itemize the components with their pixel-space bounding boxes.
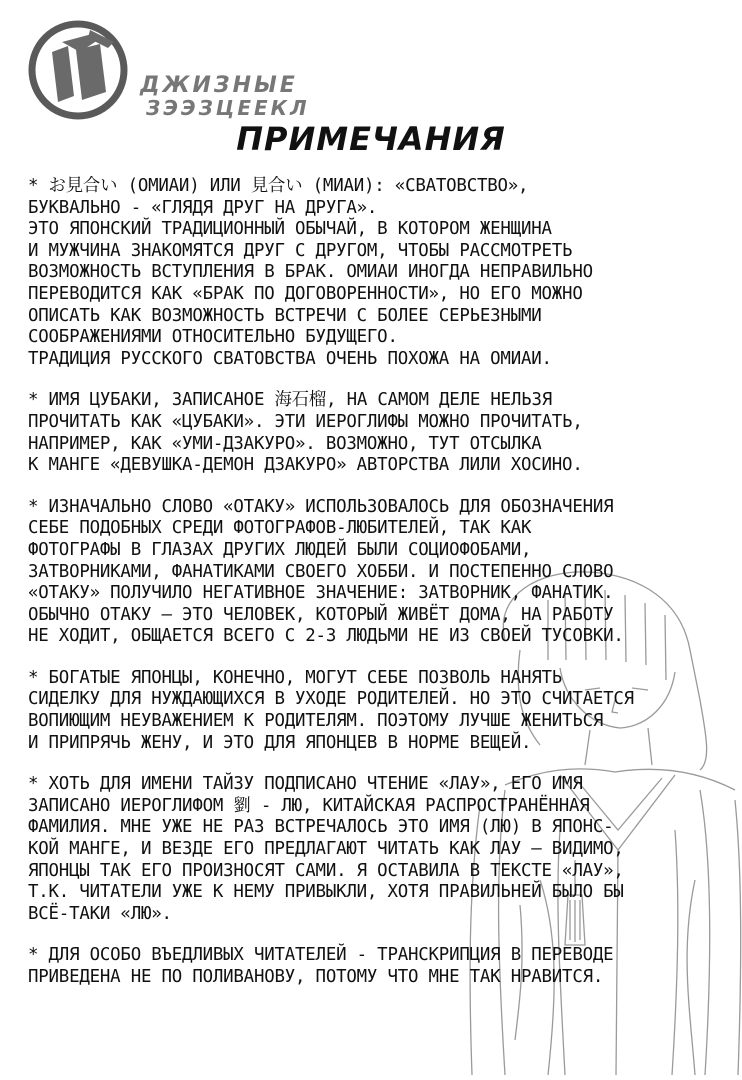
note-line: ЯПОНЦЫ ТАК ЕГО ПРОИЗНОСЯТ САМИ. Я ОСТАВИЛА В ТЕКСТЕ «ЛАУ», <box>28 860 624 881</box>
note-line: ЭТО ЯПОНСКИЙ ТРАДИЦИОННЫЙ ОБЫЧАЙ, В КОТОРОМ ЖЕНЩИНА <box>28 219 552 240</box>
note-line: * ИЗНАЧАЛЬНО СЛОВО «ОТАКУ» ИСПОЛЬЗОВАЛОСЬ ДЛЯ ОБОЗНАЧЕНИЯ <box>28 496 614 517</box>
note-lau <box>28 774 736 925</box>
note-transcription <box>28 945 736 988</box>
notes-section <box>28 176 736 1009</box>
note-line: ВОПИЮЩИМ НЕУВАЖЕНИЕМ К РОДИТЕЛЯМ. ПОЭТОМУ ЛУЧШЕ ЖЕНИТЬСЯ <box>28 711 604 732</box>
logo-text-top: ДЖИЗНЫЕ <box>140 73 298 98</box>
note-line: СЕБЕ ПОДОБНЫХ СРЕДИ ФОТОГРАФОВ-ЛЮБИТЕЛЕЙ, ТАК КАК <box>28 518 532 539</box>
note-line: И МУЖЧИНА ЗНАКОМЯТСЯ ДРУГ С ДРУГОМ, ЧТОБЫ РАССМОТРЕТЬ <box>28 240 573 261</box>
page-title: ПРИМЕЧАНИЯ <box>236 120 506 158</box>
note-line: НАПРИМЕР, КАК «УМИ-ДЗАКУРО». ВОЗМОЖНО, ТУТ ОТСЫЛКА <box>28 433 542 454</box>
note-line: СИДЕЛКУ ДЛЯ НУЖДАЮЩИХСЯ В УХОДЕ РОДИТЕЛЕЙ. НО ЭТО СЧИТАЕТСЯ <box>28 689 634 710</box>
group-logo <box>22 12 312 130</box>
note-line: ЗАТВОРНИКАМИ, ФАНАТИКАМИ СВОЕГО ХОББИ. И ПОСТЕПЕННО СЛОВО <box>28 561 614 582</box>
note-line: ПРИВЕДЕНА НЕ ПО ПОЛИВАНОВУ, ПОТОМУ ЧТО МНЕ ТАК НРАВИТСЯ. <box>28 967 604 987</box>
note-line: ВОЗМОЖНОСТЬ ВСТУПЛЕНИЯ В БРАК. ОМИАИ ИНОГДА НЕПРАВИЛЬНО <box>28 262 593 283</box>
note-line: ПЕРЕВОДИТСЯ КАК «БРАК ПО ДОГОВОРЕННОСТИ», НО ЕГО МОЖНО <box>28 283 583 304</box>
note-line: ЗАПИСАНО ИЕРОГЛИФОМ 劉 - ЛЮ, КИТАЙСКАЯ РАСПРОСТРАНЁННАЯ <box>28 795 590 816</box>
note-tsubaki <box>28 390 736 476</box>
note-line: * お見合い (ОМИАИ) ИЛИ 見合い (МИАИ): «СВАТОВСТВО», <box>28 176 529 196</box>
note-line: ОБЫЧНО ОТАКУ – ЭТО ЧЕЛОВЕК, КОТОРЫЙ ЖИВЁТ ДОМА, НА РАБОТУ <box>28 604 614 625</box>
note-line: * ИМЯ ЦУБАКИ, ЗАПИСАНОЕ 海石榴, НА САМОМ ДЕЛЕ НЕЛЬЗЯ <box>28 390 552 411</box>
note-line: ФАМИЛИЯ. МНЕ УЖЕ НЕ РАЗ ВСТРЕЧАЛОСЬ ЭТО ИМЯ (ЛЮ) В ЯПОНС- <box>28 817 614 838</box>
note-line: ПРОЧИТАТЬ КАК «ЦУБАКИ». ЭТИ ИЕРОГЛИФЫ МОЖНО ПРОЧИТАТЬ, <box>28 411 583 432</box>
note-line: БУКВАЛЬНО - «ГЛЯДЯ ДРУГ НА ДРУГА». <box>28 197 378 218</box>
note-line: НЕ ХОДИТ, ОБЩАЕТСЯ ВСЕГО С 2-3 ЛЮДЬМИ НЕ ИЗ СВОЕЙ ТУСОВКИ. <box>28 626 624 647</box>
note-line: И ПРИПРЯЧЬ ЖЕНУ, И ЭТО ДЛЯ ЯПОНЦЕВ В НОРМЕ ВЕЩЕЙ. <box>28 732 532 753</box>
note-line: * ДЛЯ ОСОБО ВЪЕДЛИВЫХ ЧИТАТЕЛЕЙ - ТРАНСКРИПЦИЯ В ПЕРЕВОДЕ <box>28 945 614 966</box>
note-omiai <box>28 176 736 370</box>
note-line: СООБРАЖЕНИЯМИ ОТНОСИТЕЛЬНО БУДУЩЕГО. <box>28 327 398 348</box>
note-line: * ХОТЬ ДЛЯ ИМЕНИ ТАЙЗУ ПОДПИСАНО ЧТЕНИЕ «ЛАУ», ЕГО ИМЯ <box>28 774 583 795</box>
note-line: ФОТОГРАФЫ В ГЛАЗАХ ДРУГИХ ЛЮДЕЙ БЫЛИ СОЦИОФОБАМИ, <box>28 539 532 560</box>
note-line: ОПИСАТЬ КАК ВОЗМОЖНОСТЬ ВСТРЕЧИ С БОЛЕЕ СЕРЬЕЗНЫМИ <box>28 305 542 326</box>
note-otaku <box>28 497 736 648</box>
logo-text-bottom: ЗЭЭЗЦЕЕКЛ <box>146 96 310 120</box>
note-line: «ОТАКУ» ПОЛУЧИЛО НЕГАТИВНОЕ ЗНАЧЕНИЕ: ЗАТВОРНИК, ФАНАТИК. <box>28 583 614 604</box>
note-line: ТРАДИЦИЯ РУССКОГО СВАТОВСТВА ОЧЕНЬ ПОХОЖА НА ОМИАИ. <box>28 348 552 369</box>
note-line: К МАНГЕ «ДЕВУШКА-ДЕМОН ДЗАКУРО» АВТОРСТВА ЛИЛИ ХОСИНО. <box>28 455 583 476</box>
note-caregiver <box>28 668 736 754</box>
note-line: Т.К. ЧИТАТЕЛИ УЖЕ К НЕМУ ПРИВЫКЛИ, ХОТЯ ПРАВИЛЬНЕЙ БЫЛО БЫ <box>28 882 624 903</box>
note-line: ВСЁ-ТАКИ «ЛЮ». <box>28 903 172 924</box>
note-line: КОЙ МАНГЕ, И ВЕЗДЕ ЕГО ПРЕДЛАГАЮТ ЧИТАТЬ КАК ЛАУ – ВИДИМО, <box>28 839 624 860</box>
note-line: * БОГАТЫЕ ЯПОНЦЫ, КОНЕЧНО, МОГУТ СЕБЕ ПОЗВОЛЬ НАНЯТЬ <box>28 667 563 688</box>
